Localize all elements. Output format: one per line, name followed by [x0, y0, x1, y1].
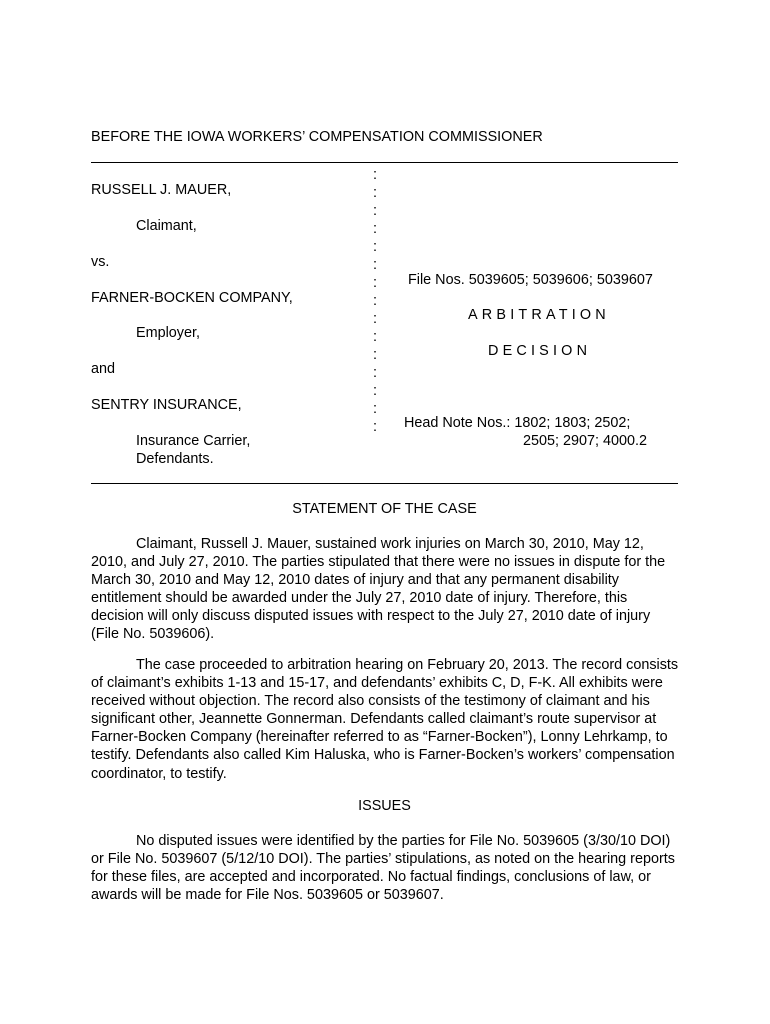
- employer-role: Employer,: [136, 325, 200, 341]
- issues-paragraph: No disputed issues were identified by the parties for File No. 5039605 (3/30/10 DOI) or File No. 5039607 (5/12/10 DOI). The parties’ stipulations, as noted on the hearing reports for these files, are accepted and incorporated. No factual findings, conclusions of law, or awards will be made for File Nos. 5039605 or 5039607.: [91, 833, 675, 904]
- head-note-numbers: Head Note Nos.: 1802; 1803; 2502;: [404, 415, 631, 431]
- caption-top-rule: [91, 162, 678, 163]
- caption-colon: :: [373, 167, 377, 183]
- caption-colon-column: [370, 166, 380, 436]
- caption-colon: :: [373, 293, 377, 309]
- caption-bottom-rule: [91, 483, 678, 484]
- decision-label: DECISION: [488, 343, 592, 359]
- carrier-role: Insurance Carrier,: [136, 433, 251, 449]
- conjunction-label: and: [91, 361, 116, 377]
- defendants-role: Defendants.: [136, 451, 214, 467]
- claimant-name: RUSSELL J. MAUER,: [91, 182, 232, 198]
- caption-colon: :: [373, 185, 377, 201]
- caption-colon: :: [373, 419, 377, 435]
- statement-of-case-title: STATEMENT OF THE CASE: [292, 501, 477, 517]
- caption-colon: :: [373, 383, 377, 399]
- head-note-numbers-cont: 2505; 2907; 4000.2: [523, 433, 648, 449]
- caption-colon: :: [373, 311, 377, 327]
- caption-colon: :: [373, 275, 377, 291]
- caption-colon: :: [373, 257, 377, 273]
- file-numbers: File Nos. 5039605; 5039606; 5039607: [408, 272, 653, 288]
- statement-paragraph: Claimant, Russell J. Mauer, sustained work injuries on March 30, 2010, May 12, 2010, and July 27, 2010. The parties stipulated that there were no issues in dispute for the March 30, 2010 and May 12, 2010 dates of injury and that any permanent disability entitlement should be awarded under the July 27, 2010 date of injury. Therefore, this decision will only discuss disputed issues with respect to the July 27, 2010 date of injury (File No. 5039606).: [91, 536, 666, 643]
- caption-colon: :: [373, 329, 377, 345]
- employer-name: FARNER-BOCKEN COMPANY,: [91, 290, 293, 306]
- caption-colon: :: [373, 221, 377, 237]
- caption-colon: :: [373, 203, 377, 219]
- statement-paragraph: The case proceeded to arbitration hearing on February 20, 2013. The record consists of claimant’s exhibits 1-13 and 15-17, and defendants’ exhibits C, D, F-K. All exhibits were received without objection. The record also consists of the testimony of claimant and his significant other, Jeannette Gonnerman. Defendants called claimant’s route supervisor at Farner-Bocken Company (hereinafter referred to as “Farner-Bocken”), Lonny Lehrkamp, to testify. Defendants also called Kim Haluska, who is Farner-Bocken’s workers’ compensation coordinator, to testify.: [91, 657, 679, 782]
- document-page: [91, 0, 679, 1024]
- claimant-role: Claimant,: [136, 218, 197, 234]
- versus-label: vs.: [91, 254, 110, 270]
- caption-colon: :: [373, 365, 377, 381]
- carrier-name: SENTRY INSURANCE,: [91, 397, 242, 413]
- caption-colon: :: [373, 239, 377, 255]
- caption-colon: :: [373, 347, 377, 363]
- issues-title: ISSUES: [358, 798, 411, 814]
- document-heading: BEFORE THE IOWA WORKERS’ COMPENSATION COMMISSIONER: [91, 129, 543, 145]
- arbitration-label: ARBITRATION: [468, 307, 610, 323]
- caption-colon: :: [373, 401, 377, 417]
